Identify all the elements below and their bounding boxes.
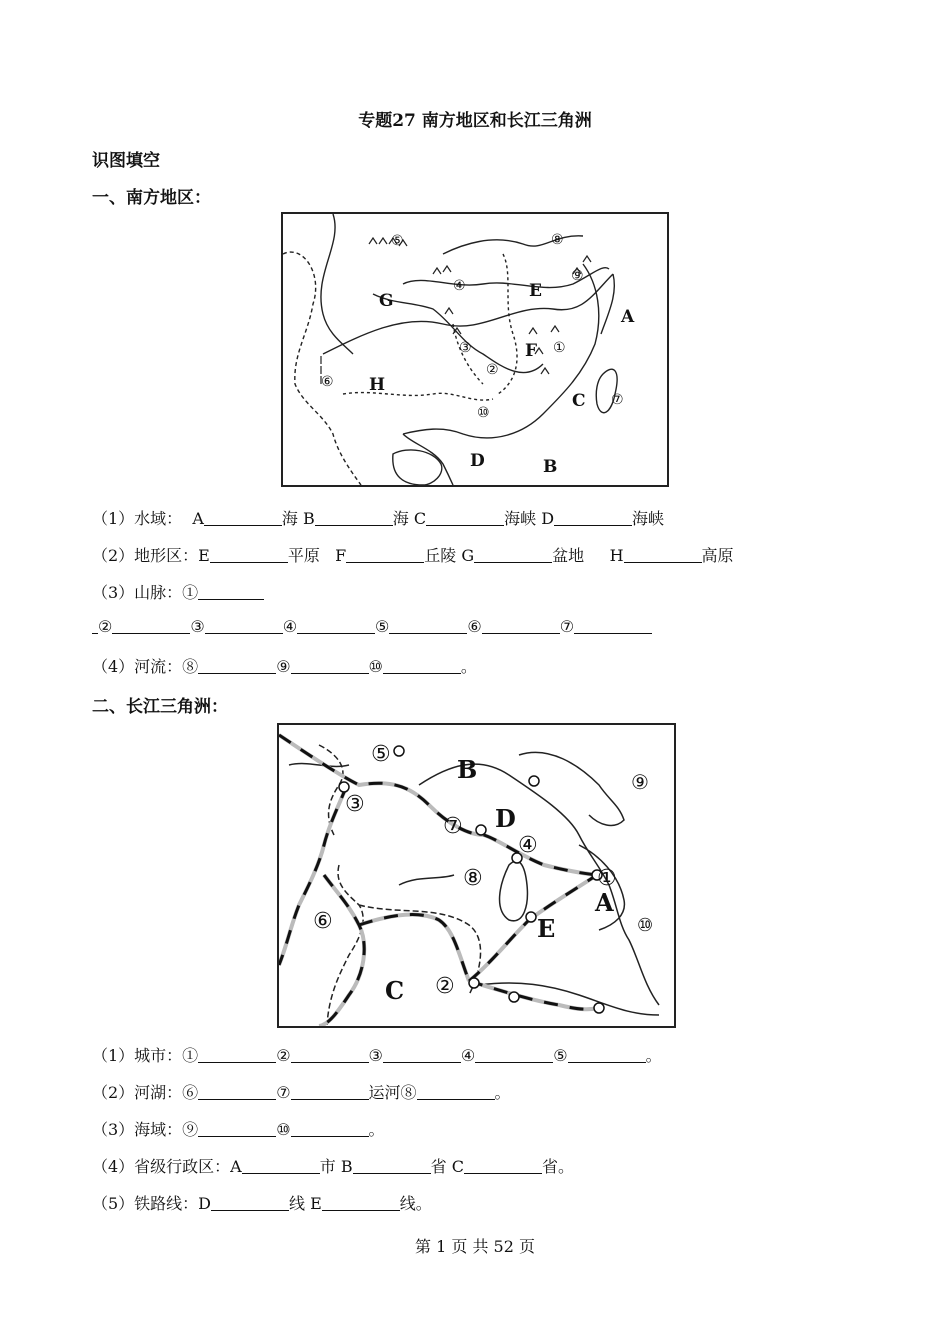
p2-q1-blank-4[interactable] [475,1046,553,1063]
map1-label-5: ⑤ [391,233,404,249]
p2-q1-blank-5[interactable] [568,1046,646,1063]
p1-q3-blank-6[interactable] [482,617,560,634]
p1-q3: （3）山脉：① [92,580,264,603]
p2-q4-blank-b[interactable] [353,1157,431,1174]
p1-q4: （4）河流：⑧ ⑨ ⑩ 。 [92,657,477,676]
p2-q5-blank-d[interactable] [211,1194,289,1211]
p2-q2-blank-7[interactable] [291,1083,369,1100]
map1-label-F: F [525,341,538,361]
map1-label-G: G [379,291,394,311]
p2-q3-blank-9[interactable] [198,1120,276,1137]
map2-label-4: ④ [518,833,538,858]
p1-q3-blank-5[interactable] [389,617,467,634]
map1-label-E: E [529,281,542,301]
p1-q3-line2: ② ③ ④ ⑤ ⑥ ⑦ [92,617,652,636]
p2-q4-blank-c[interactable] [464,1157,542,1174]
p2-q1-blank-3[interactable] [383,1046,461,1063]
p1-q1-blank-c[interactable] [426,509,504,526]
p2-q2-blank-8[interactable] [417,1083,495,1100]
map2-label-7: ⑦ [443,814,463,839]
map2-label-5: ⑤ [371,742,391,767]
map1-label-9: ⑨ [571,268,584,284]
page-footer: 第 1 页 共 52 页 [415,1237,535,1256]
yangtze-delta-map [277,723,676,1028]
p1-q3-blank-3[interactable] [205,617,283,634]
p1-q2: （2）地形区：E 平原 F 丘陵 G 盆地 H 高原 [92,546,734,565]
part2-heading: 二、长江三角洲： [92,697,228,717]
map2-label-D: D [495,804,516,833]
p2-q1-blank-2[interactable] [291,1046,369,1063]
map2-label-10: ⑩ [637,915,654,936]
map2-label-3: ③ [345,792,365,817]
map1-label-7: ⑦ [611,392,624,408]
map2-label-2: ② [435,974,455,999]
map1-label-3: ③ [459,340,472,356]
map1-label-H: H [369,375,386,395]
map1-label-1: ① [553,340,566,356]
p2-q4-blank-a[interactable] [242,1157,320,1174]
p1-q3-blank-7[interactable] [574,617,652,634]
south-china-map [281,212,669,487]
p2-q5-blank-e[interactable] [322,1194,400,1211]
p1-q4-blank-9[interactable] [291,657,369,674]
map1-label-C: C [572,391,586,411]
p2-q1: （1）城市：① ② ③ ④ ⑤ 。 [92,1046,662,1065]
p2-q5: （5）铁路线：D 线 E 线。 [92,1194,432,1213]
map2-label-B: B [457,755,478,784]
map1-label-B: B [543,457,558,477]
p1-q3-blank-4[interactable] [297,617,375,634]
map2-label-9: ⑨ [631,770,649,794]
map1-label-2: ② [486,362,499,378]
p2-q2: （2）河湖：⑥ ⑦ 运河⑧ 。 [92,1083,511,1102]
map1-label-D: D [470,451,485,471]
p1-q2-blank-e[interactable] [210,546,288,563]
p1-q3-blank-2[interactable] [112,617,190,634]
map2-label-C: C [385,976,405,1005]
map1-label-A: A [621,307,635,327]
map2-label-6: ⑥ [313,909,333,934]
p1-q2-blank-g[interactable] [474,546,552,563]
p1-q1-blank-d[interactable] [554,509,632,526]
p2-q3-blank-10[interactable] [291,1120,369,1137]
map1-label-10: ⑩ [477,405,490,421]
p2-q1-blank-1[interactable] [198,1046,276,1063]
map2-label-1: ① [597,866,617,891]
p1-q4-blank-8[interactable] [198,657,276,674]
p1-q1-blank-b[interactable] [315,509,393,526]
map1-label-6: ⑥ [321,374,334,390]
p2-q4: （4）省级行政区：A 市 B 省 C 省。 [92,1157,574,1176]
part1-heading: 一、南方地区： [92,188,211,208]
p2-q2-blank-6[interactable] [198,1083,276,1100]
p2-q3: （3）海域：⑨ ⑩ 。 [92,1120,385,1139]
map2-label-A: A [595,888,614,917]
p1-q4-blank-10[interactable] [383,657,461,674]
map1-label-4: ④ [453,278,466,294]
map2-label-8: ⑧ [463,866,483,891]
p1-q2-blank-f[interactable] [346,546,424,563]
p1-q1-blank-a[interactable] [204,509,282,526]
p1-q2-blank-h[interactable] [624,546,702,563]
map2-label-E: E [537,914,556,943]
page-title: 专题27 南方地区和长江三角洲 [358,111,592,131]
p1-q3-blank-1[interactable] [198,583,264,600]
p1-q1: （1）水域： A 海 B 海 C 海峡 D 海峡 [92,509,665,528]
map1-label-8: ⑧ [551,232,564,248]
section-label: 识图填空 [92,151,160,171]
